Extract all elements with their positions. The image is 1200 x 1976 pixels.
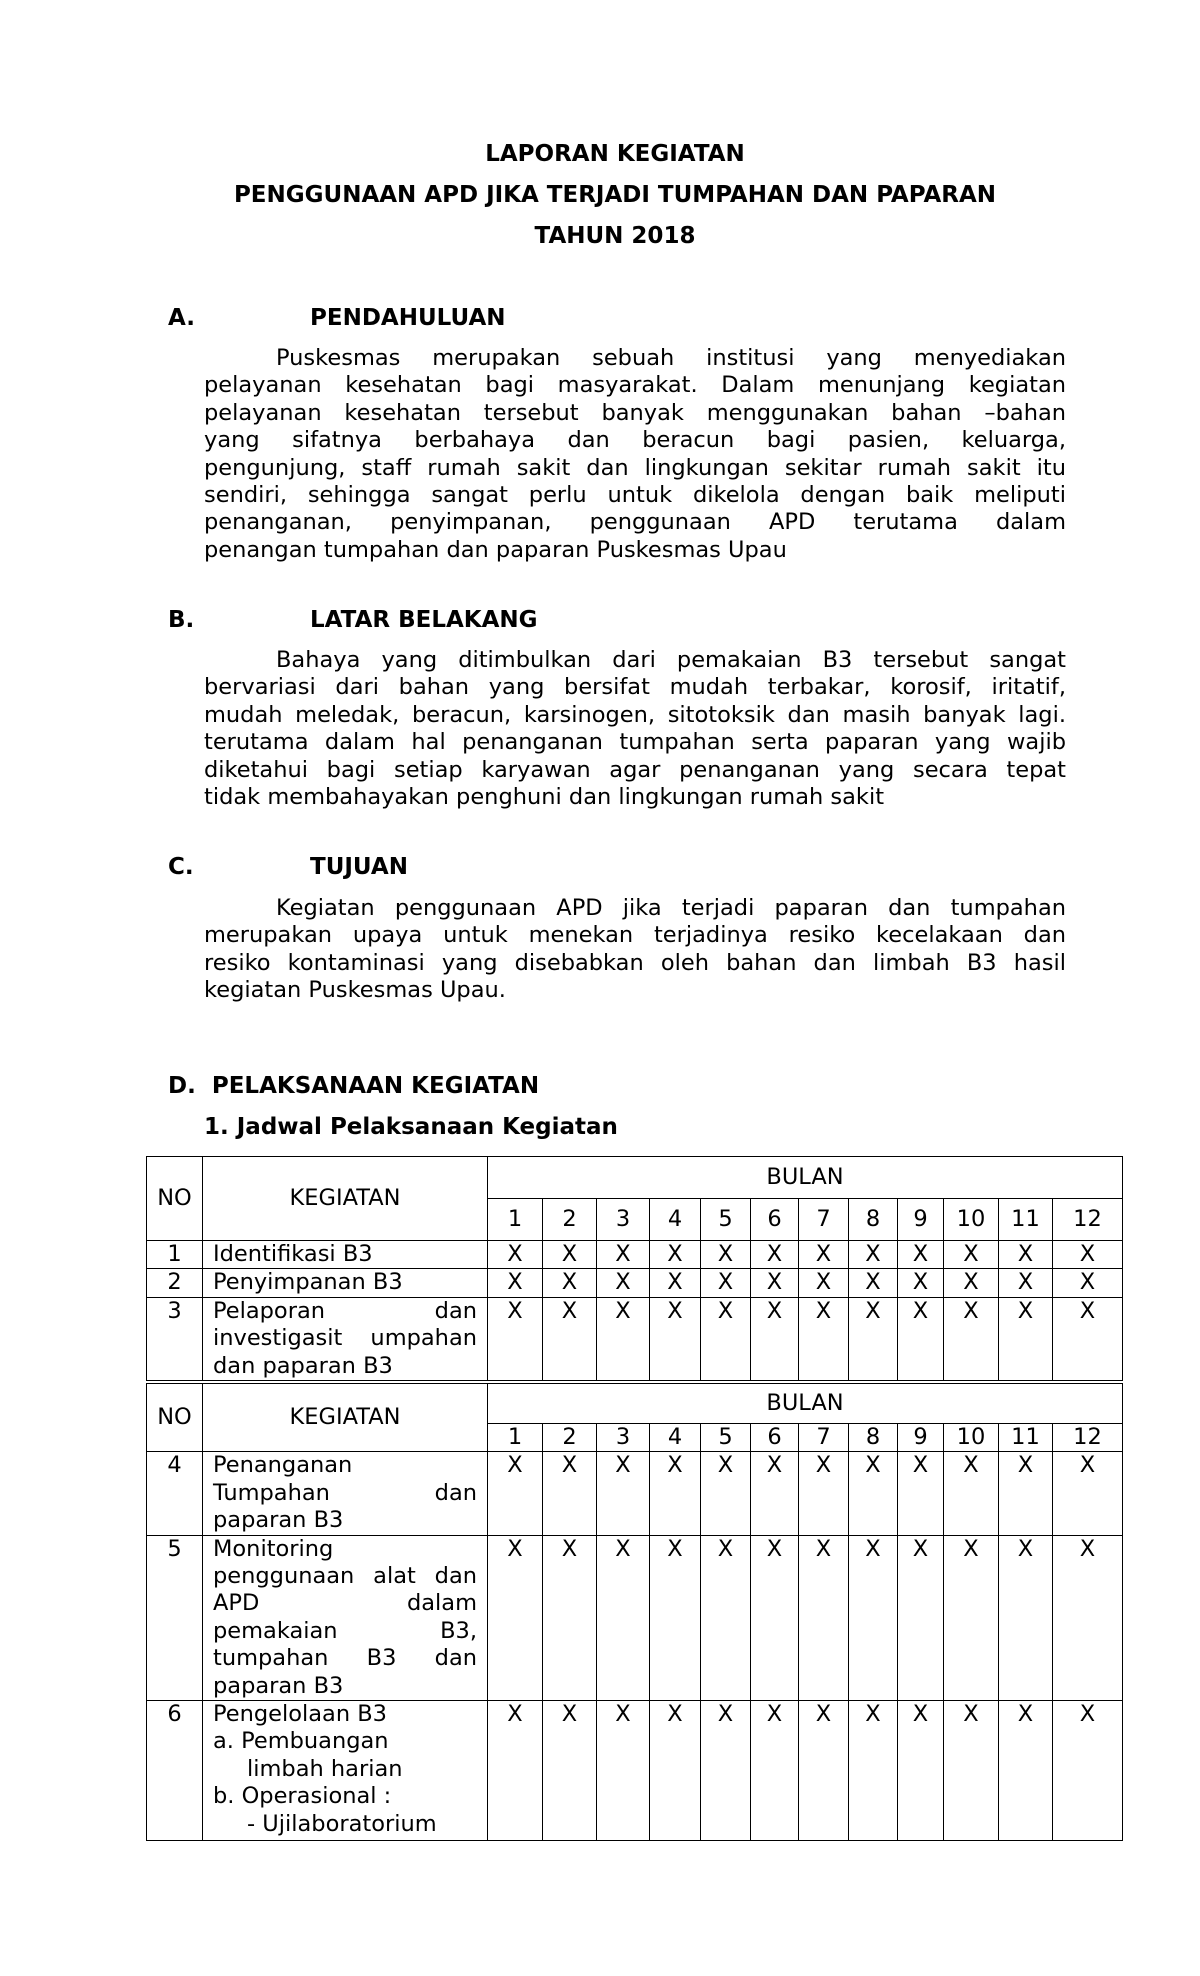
mark-month-10: X bbox=[944, 1701, 999, 1841]
mark-month-2: X bbox=[543, 1269, 597, 1297]
paragraph-line: merupakan upaya untuk menekan terjadinya resiko kecelakaan dan bbox=[204, 922, 1066, 949]
mark-month-8: X bbox=[849, 1701, 898, 1841]
row6-item-b bbox=[213, 1783, 477, 1810]
table-body bbox=[147, 1452, 1123, 1701]
month-header-6: 6 bbox=[751, 1199, 799, 1241]
header-kegiatan: KEGIATAN bbox=[203, 1384, 488, 1452]
mark-month-8: X bbox=[849, 1452, 898, 1535]
mark-month-4: X bbox=[650, 1269, 701, 1297]
mark-month-11: X bbox=[999, 1535, 1053, 1700]
paragraph-line: terutama dalam hal penanganan tumpahan serta paparan yang wajib bbox=[204, 729, 1066, 756]
mark-month-7: X bbox=[799, 1241, 849, 1269]
table-row bbox=[147, 1269, 1123, 1297]
section-d-heading: D. PELAKSANAAN KEGIATAN bbox=[168, 1073, 540, 1099]
table-row bbox=[147, 1452, 1123, 1535]
paragraph-line: tidak membahayakan penghuni dan lingkungan rumah sakit bbox=[204, 784, 885, 811]
row-no: 3 bbox=[147, 1297, 203, 1380]
mark-month-3: X bbox=[597, 1701, 650, 1841]
month-header-8: 8 bbox=[849, 1424, 898, 1452]
month-header-6: 6 bbox=[751, 1424, 799, 1452]
kegiatan-line: APD dalam bbox=[213, 1590, 477, 1617]
mark-month-7: X bbox=[799, 1452, 849, 1535]
mark-month-3: X bbox=[597, 1297, 650, 1380]
schedule-table-part1 bbox=[146, 1156, 1123, 1381]
section-c-paragraph bbox=[204, 895, 1066, 1005]
mark-month-6: X bbox=[751, 1701, 799, 1841]
mark-month-7: X bbox=[799, 1297, 849, 1380]
mark-month-11: X bbox=[999, 1701, 1053, 1841]
paragraph-line: Kegiatan penggunaan APD jika terjadi paparan dan tumpahan bbox=[276, 895, 1066, 921]
row-kegiatan bbox=[203, 1297, 488, 1380]
mark-month-9: X bbox=[898, 1297, 944, 1380]
item-b-line2: - Ujilaboratorium bbox=[247, 1810, 437, 1837]
mark-month-5: X bbox=[701, 1701, 751, 1841]
month-header-2: 2 bbox=[543, 1424, 597, 1452]
kegiatan-line: Penyimpanan B3 bbox=[213, 1269, 403, 1296]
row-no: 6 bbox=[147, 1701, 203, 1841]
paragraph-line: pelayanan kesehatan bagi masyarakat. Dalam menunjang kegiatan bbox=[204, 372, 1066, 399]
paragraph-line: diketahui bagi setiap karyawan agar penanganan yang secara tepat bbox=[204, 756, 1066, 783]
kegiatan-line: Monitoring bbox=[213, 1535, 334, 1562]
row-no: 5 bbox=[147, 1535, 203, 1700]
paragraph-line: kegiatan Puskesmas Upau. bbox=[204, 977, 506, 1004]
paragraph-line: pelayanan kesehatan tersebut banyak menggunakan bahan –bahan bbox=[204, 399, 1066, 426]
month-header-5: 5 bbox=[701, 1199, 751, 1241]
month-header-9: 9 bbox=[898, 1199, 944, 1241]
paragraph-line: mudah meledak, beracun, karsinogen, sitotoksik dan masih banyak lagi. bbox=[204, 701, 1066, 728]
row-kegiatan bbox=[203, 1701, 488, 1841]
mark-month-5: X bbox=[701, 1241, 751, 1269]
mark-month-2: X bbox=[543, 1535, 597, 1700]
mark-month-8: X bbox=[849, 1269, 898, 1297]
kegiatan-line: paparan B3 bbox=[213, 1507, 344, 1534]
row6-item-a bbox=[213, 1728, 477, 1783]
month-header-3: 3 bbox=[597, 1199, 650, 1241]
mark-month-11: X bbox=[999, 1241, 1053, 1269]
mark-month-1: X bbox=[488, 1269, 543, 1297]
paragraph-line: penangan tumpahan dan paparan Puskesmas Upau bbox=[204, 536, 787, 563]
month-header-9: 9 bbox=[898, 1424, 944, 1452]
mark-month-2: X bbox=[543, 1241, 597, 1269]
kegiatan-line: tumpahan B3 dan bbox=[213, 1645, 477, 1672]
row-kegiatan bbox=[203, 1535, 488, 1700]
section-a-title: PENDAHULUAN bbox=[310, 305, 506, 331]
mark-month-4: X bbox=[650, 1297, 701, 1380]
month-header-4: 4 bbox=[650, 1424, 701, 1452]
paragraph-line: sendiri, sehingga sangat perlu untuk dikelola dengan baik meliputi bbox=[204, 482, 1066, 509]
mark-month-11: X bbox=[999, 1269, 1053, 1297]
mark-month-4: X bbox=[650, 1452, 701, 1535]
mark-month-2: X bbox=[543, 1452, 597, 1535]
mark-month-6: X bbox=[751, 1269, 799, 1297]
month-header-5: 5 bbox=[701, 1424, 751, 1452]
paragraph-line: resiko kontaminasi yang disebabkan oleh bahan dan limbah B3 hasil bbox=[204, 949, 1066, 976]
table-row bbox=[147, 1241, 1123, 1269]
month-header-1: 1 bbox=[488, 1199, 543, 1241]
mark-month-4: X bbox=[650, 1241, 701, 1269]
kegiatan-line: Tumpahan dan bbox=[213, 1479, 477, 1506]
item-a-label: a. bbox=[213, 1728, 234, 1755]
mark-month-10: X bbox=[944, 1297, 999, 1380]
mark-month-4: X bbox=[650, 1701, 701, 1841]
mark-month-9: X bbox=[898, 1701, 944, 1841]
mark-month-9: X bbox=[898, 1452, 944, 1535]
header-no: NO bbox=[147, 1157, 203, 1241]
month-header-1: 1 bbox=[488, 1424, 543, 1452]
month-header-8: 8 bbox=[849, 1199, 898, 1241]
mark-month-5: X bbox=[701, 1535, 751, 1700]
mark-month-2: X bbox=[543, 1297, 597, 1380]
mark-month-12: X bbox=[1053, 1297, 1123, 1380]
section-a-paragraph bbox=[204, 345, 1066, 564]
mark-month-7: X bbox=[799, 1701, 849, 1841]
kegiatan-line: investigasit umpahan bbox=[213, 1325, 477, 1352]
month-header-7: 7 bbox=[799, 1424, 849, 1452]
mark-month-6: X bbox=[751, 1535, 799, 1700]
table-row bbox=[147, 1297, 1123, 1380]
mark-month-12: X bbox=[1053, 1535, 1123, 1700]
month-header-2: 2 bbox=[543, 1199, 597, 1241]
month-header-4: 4 bbox=[650, 1199, 701, 1241]
mark-month-11: X bbox=[999, 1452, 1053, 1535]
mark-month-6: X bbox=[751, 1241, 799, 1269]
mark-month-2: X bbox=[543, 1701, 597, 1841]
kegiatan-line: Identifikasi B3 bbox=[213, 1241, 373, 1267]
month-header-11: 11 bbox=[999, 1199, 1053, 1241]
mark-month-12: X bbox=[1053, 1241, 1123, 1269]
month-header-10: 10 bbox=[944, 1424, 999, 1452]
table-row bbox=[147, 1701, 1123, 1841]
row-no: 2 bbox=[147, 1269, 203, 1297]
mark-month-7: X bbox=[799, 1269, 849, 1297]
paragraph-line: penanganan, penyimpanan, penggunaan APD terutama dalam bbox=[204, 509, 1066, 536]
paragraph-line: bervariasi dari bahan yang bersifat mudah terbakar, korosif, iritatif, bbox=[204, 674, 1066, 701]
paragraph-line: Bahaya yang ditimbulkan dari pemakaian B3 tersebut sangat bbox=[276, 647, 1066, 673]
row-no: 4 bbox=[147, 1452, 203, 1535]
row-kegiatan bbox=[203, 1241, 488, 1269]
mark-month-1: X bbox=[488, 1297, 543, 1380]
section-a-letter: A. bbox=[168, 305, 195, 331]
mark-month-6: X bbox=[751, 1452, 799, 1535]
item-a-line2: limbah harian bbox=[247, 1755, 403, 1782]
mark-month-8: X bbox=[849, 1535, 898, 1700]
month-header-12: 12 bbox=[1053, 1199, 1123, 1241]
item-a-line1: Pembuangan bbox=[241, 1728, 389, 1755]
mark-month-3: X bbox=[597, 1535, 650, 1700]
header-kegiatan: KEGIATAN bbox=[203, 1157, 488, 1241]
kegiatan-line: penggunaan alat dan bbox=[213, 1563, 477, 1590]
row6-sublist bbox=[213, 1728, 477, 1810]
month-header-12: 12 bbox=[1053, 1424, 1123, 1452]
mark-month-3: X bbox=[597, 1269, 650, 1297]
mark-month-7: X bbox=[799, 1535, 849, 1700]
section-b-paragraph bbox=[204, 647, 1066, 811]
header-bulan: BULAN bbox=[488, 1157, 1123, 1199]
month-header-11: 11 bbox=[999, 1424, 1053, 1452]
month-header-10: 10 bbox=[944, 1199, 999, 1241]
mark-month-3: X bbox=[597, 1452, 650, 1535]
row-no: 1 bbox=[147, 1241, 203, 1269]
mark-month-10: X bbox=[944, 1241, 999, 1269]
schedule-table-part2 bbox=[146, 1383, 1123, 1841]
mark-month-10: X bbox=[944, 1452, 999, 1535]
kegiatan-line: pemakaian B3, bbox=[213, 1617, 477, 1644]
kegiatan-line: Penanganan bbox=[213, 1452, 353, 1479]
paragraph-line: pengunjung, staff rumah sakit dan lingkungan sekitar rumah sakit itu bbox=[204, 454, 1066, 481]
row6-title: Pengelolaan B3 bbox=[213, 1701, 388, 1728]
mark-month-12: X bbox=[1053, 1701, 1123, 1841]
mark-month-1: X bbox=[488, 1241, 543, 1269]
month-header-7: 7 bbox=[799, 1199, 849, 1241]
item-b-label: b. bbox=[213, 1783, 235, 1810]
kegiatan-line: paparan B3 bbox=[213, 1672, 344, 1699]
header-no: NO bbox=[147, 1384, 203, 1452]
table-row bbox=[147, 1535, 1123, 1700]
mark-month-1: X bbox=[488, 1535, 543, 1700]
mark-month-1: X bbox=[488, 1701, 543, 1841]
report-subtitle: PENGGUNAAN APD JIKA TERJADI TUMPAHAN DAN PAPARAN bbox=[233, 182, 997, 208]
mark-month-9: X bbox=[898, 1535, 944, 1700]
mark-month-12: X bbox=[1053, 1452, 1123, 1535]
section-c-letter: C. bbox=[168, 854, 194, 880]
section-c-title: TUJUAN bbox=[310, 854, 408, 880]
paragraph-line: Puskesmas merupakan sebuah institusi yang menyediakan bbox=[276, 345, 1066, 371]
kegiatan-line: dan paparan B3 bbox=[213, 1352, 393, 1379]
mark-month-8: X bbox=[849, 1241, 898, 1269]
mark-month-10: X bbox=[944, 1269, 999, 1297]
month-header-3: 3 bbox=[597, 1424, 650, 1452]
mark-month-10: X bbox=[944, 1535, 999, 1700]
mark-month-1: X bbox=[488, 1452, 543, 1535]
mark-month-8: X bbox=[849, 1297, 898, 1380]
paragraph-line: yang sifatnya berbahaya dan beracun bagi pasien, keluarga, bbox=[204, 427, 1066, 454]
table-body bbox=[147, 1241, 1123, 1381]
header-bulan: BULAN bbox=[488, 1384, 1123, 1424]
row-kegiatan bbox=[203, 1269, 488, 1297]
kegiatan-line: Pelaporan dan bbox=[213, 1297, 477, 1324]
mark-month-5: X bbox=[701, 1269, 751, 1297]
mark-month-5: X bbox=[701, 1297, 751, 1380]
item-b-line1: Operasional : bbox=[241, 1783, 392, 1810]
section-b-letter: B. bbox=[168, 607, 195, 633]
mark-month-6: X bbox=[751, 1297, 799, 1380]
schedule-subheading: 1. Jadwal Pelaksanaan Kegiatan bbox=[204, 1114, 618, 1140]
mark-month-3: X bbox=[597, 1241, 650, 1269]
section-b-title: LATAR BELAKANG bbox=[310, 607, 538, 633]
report-title: LAPORAN KEGIATAN bbox=[485, 141, 745, 167]
mark-month-12: X bbox=[1053, 1269, 1123, 1297]
mark-month-4: X bbox=[650, 1535, 701, 1700]
row-kegiatan bbox=[203, 1452, 488, 1535]
mark-month-11: X bbox=[999, 1297, 1053, 1380]
mark-month-5: X bbox=[701, 1452, 751, 1535]
mark-month-9: X bbox=[898, 1241, 944, 1269]
mark-month-9: X bbox=[898, 1269, 944, 1297]
report-year: TAHUN 2018 bbox=[534, 223, 696, 249]
